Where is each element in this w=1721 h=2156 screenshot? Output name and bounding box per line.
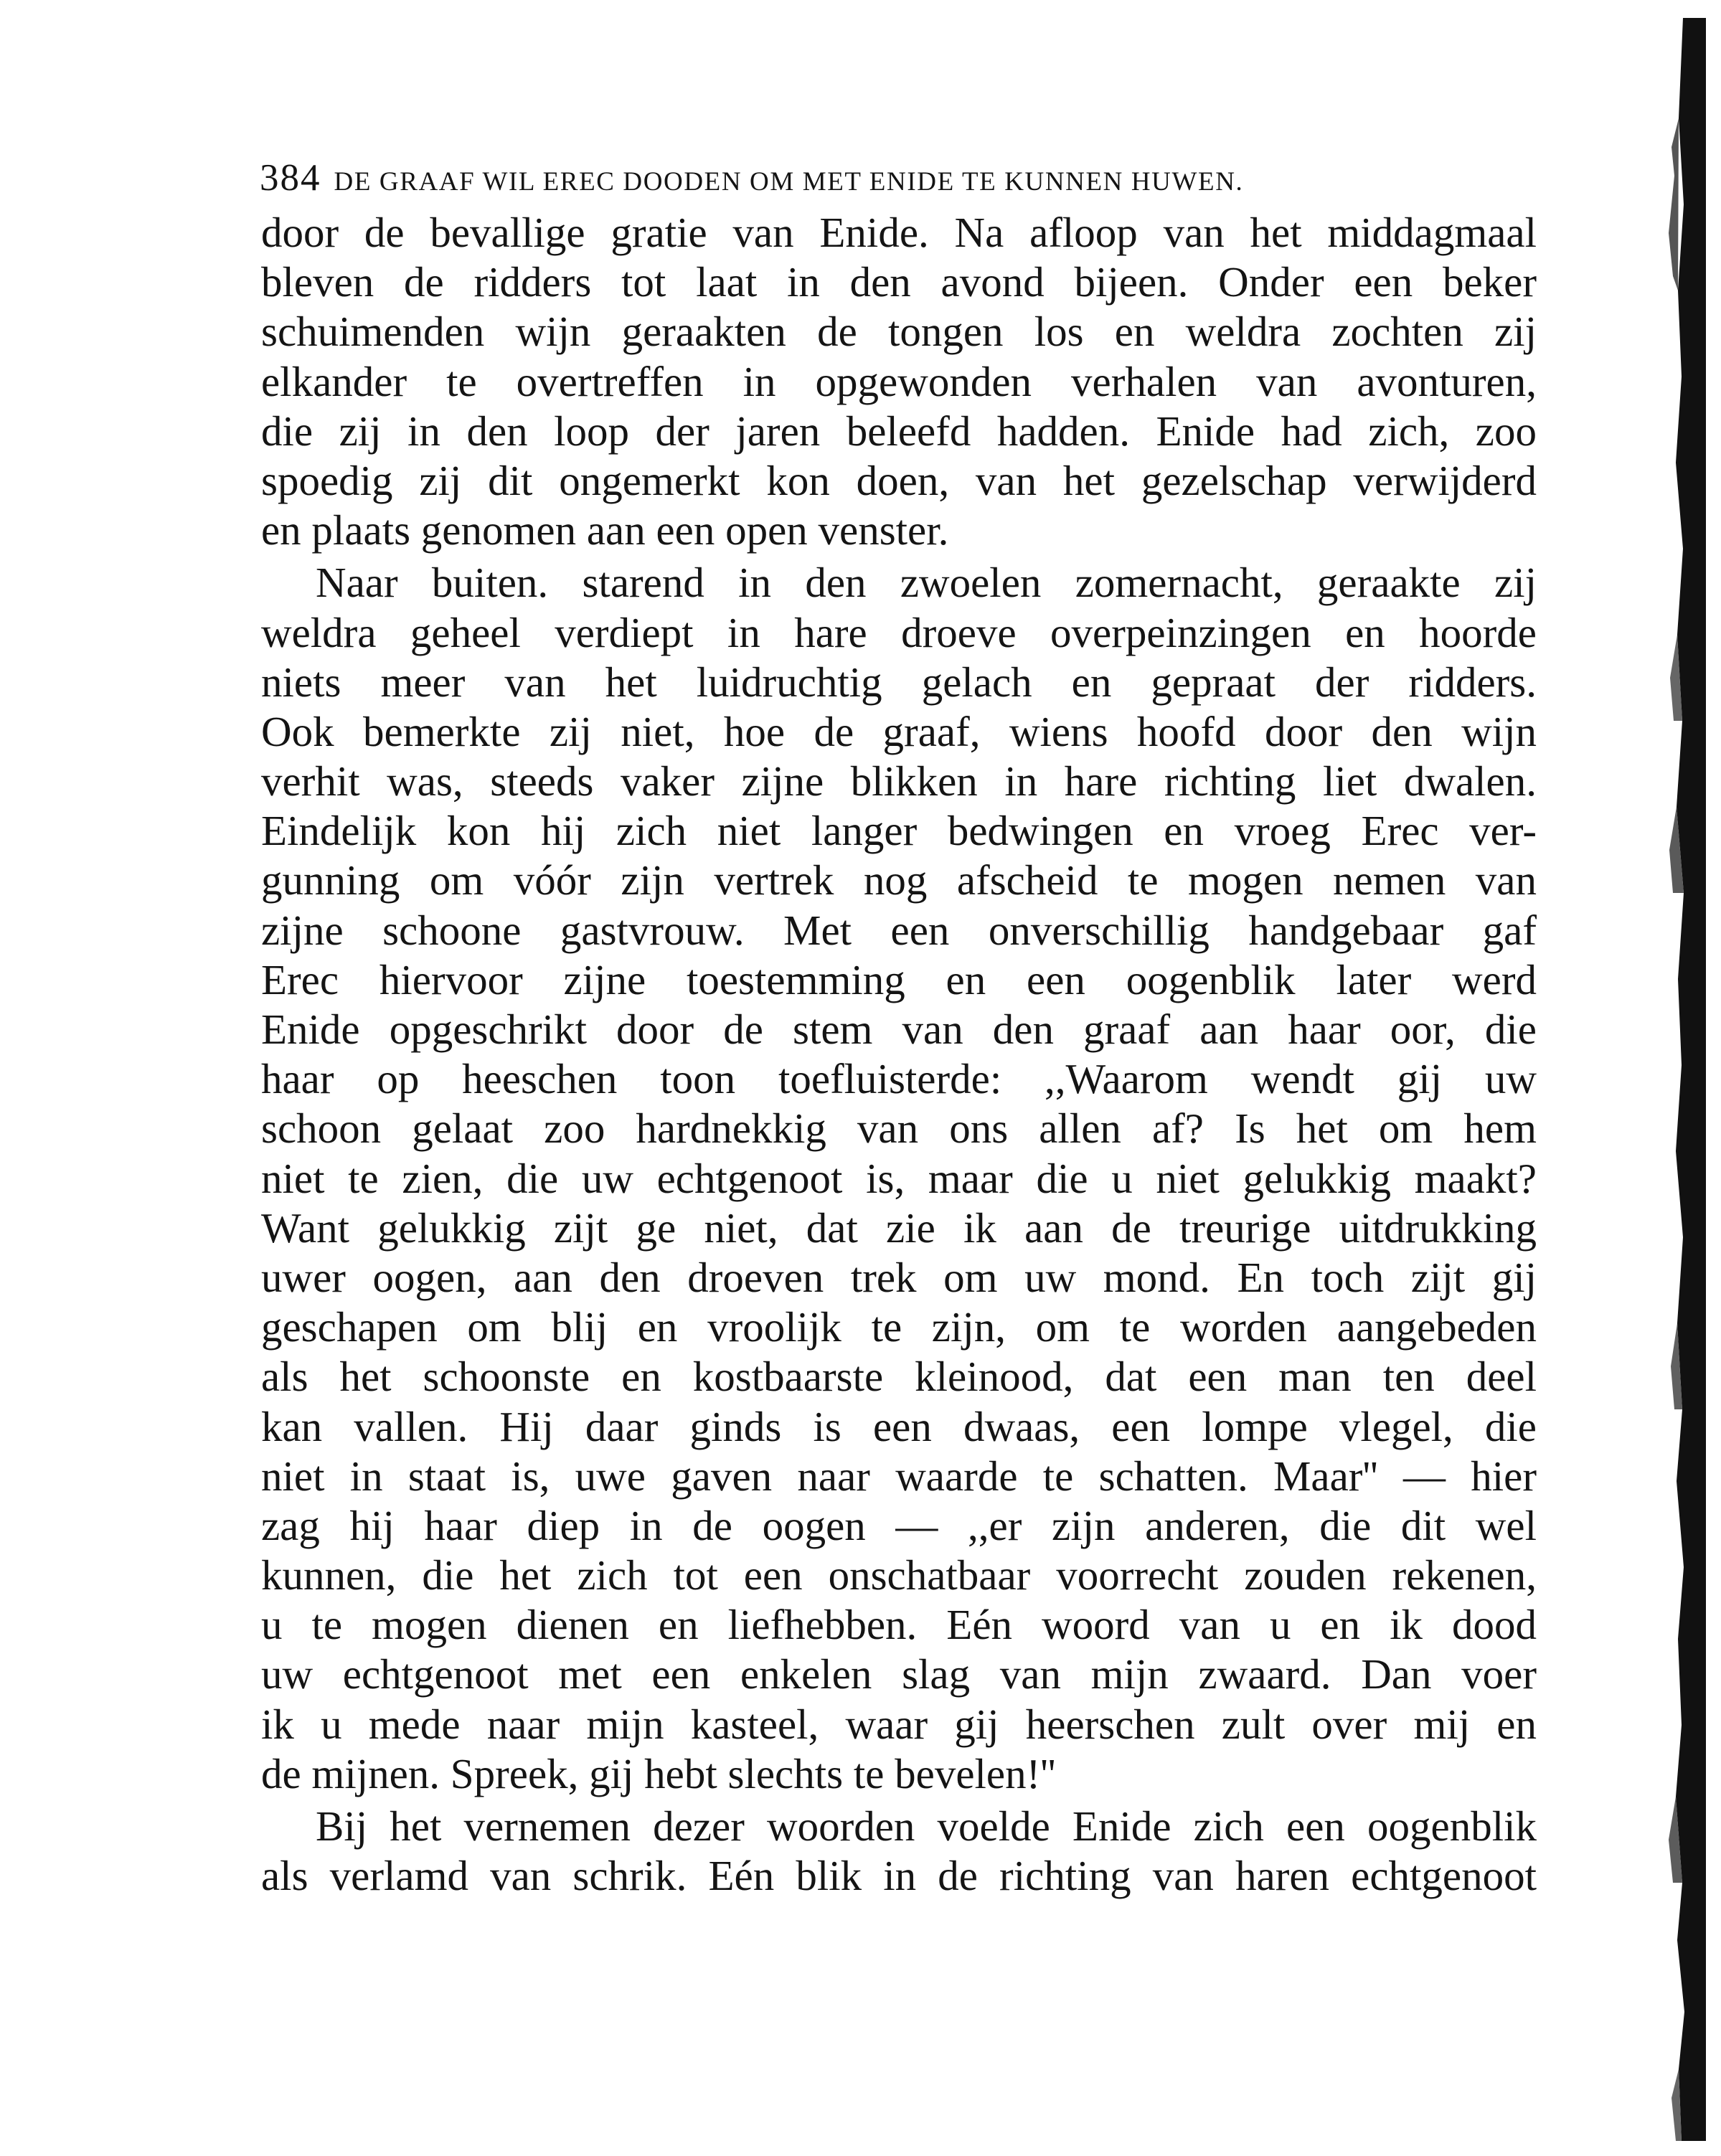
text-line: Enide opgeschrikt door de stem van den graaf aan haar oor, die (261, 1006, 1537, 1053)
text-line: zag hij haar diep in de oogen — ,,er zijn anderen, die dit wel (261, 1501, 1537, 1549)
text-line: als het schoonste en kostbaarste kleinood, dat een man ten deel (261, 1353, 1537, 1401)
text-line: Eindelijk kon hij zich niet langer bedwingen en vroeg Erec ver- (261, 807, 1537, 855)
text-line: Naar buiten. starend in den zwoelen zomernacht, geraakte zij (316, 559, 1537, 607)
text-line: Bij het vernemen dezer woorden voelde Enide zich een oogenblik (316, 1802, 1537, 1850)
running-title: DE GRAAF WIL EREC DOODEN OM MET ENIDE TE KUNNEN HUWEN. (334, 167, 1244, 197)
text-line: kan vallen. Hij daar ginds is een dwaas, een lompe vlegel, die (261, 1402, 1537, 1450)
text-line: de mijnen. Spreek, gij hebt slechts te bevelen!'' (261, 1749, 1056, 1797)
text-line: bleven de ridders tot laat in den avond bijeen. Onder een beker (261, 258, 1537, 306)
text-line: weldra geheel verdiept in hare droeve overpeinzingen en hoorde (261, 608, 1537, 656)
text-line: uw echtgenoot met een enkelen slag van mijn zwaard. Dan voer (261, 1650, 1537, 1698)
text-line: u te mogen dienen en liefhebben. Eén woord van u en ik dood (261, 1601, 1537, 1649)
scanned-page-edge (1663, 18, 1706, 2141)
text-line: kunnen, die het zich tot een onschatbaar voorrecht zouden rekenen, (261, 1551, 1537, 1599)
paragraph-1 (261, 208, 1537, 555)
text-line: door de bevallige gratie van Enide. Na afloop van het middagmaal (261, 209, 1537, 256)
text-line: en plaats genomen aan een open venster. (261, 506, 949, 554)
page-number: 384 (260, 157, 321, 199)
text-line: Want gelukkig zijt ge niet, dat zie ik aan de treurige uitdrukking (261, 1204, 1537, 1252)
text-line: zijne schoone gastvrouw. Met een onverschillig handgebaar gaf (261, 906, 1537, 954)
text-line: haar op heeschen toon toefluisterde: ,,Waarom wendt gij uw (261, 1055, 1537, 1103)
text-line: niet in staat is, uwe gaven naar waarde te schatten. Maar'' — hier (261, 1452, 1537, 1500)
text-line: schuimenden wijn geraakten de tongen los en weldra zochten zij (261, 308, 1537, 356)
text-line: geschapen om blij en vroolijk te zijn, om te worden aangebeden (261, 1303, 1537, 1351)
text-line: verhit was, steeds vaker zijne blikken in hare richting liet dwalen. (261, 757, 1537, 805)
text-line: schoon gelaat zoo hardnekkig van ons allen af? Is het om hem (261, 1105, 1537, 1153)
text-line: elkander te overtreffen in opgewonden verhalen van avonturen, (261, 357, 1537, 405)
paragraph-2 (261, 558, 1537, 1799)
paragraph-3 (261, 1802, 1537, 1901)
text-line: gunning om vóór zijn vertrek nog afscheid te mogen nemen van (261, 856, 1537, 904)
text-line: ik u mede naar mijn kasteel, waar gij heerschen zult over mij en (261, 1700, 1537, 1748)
text-line: Erec hiervoor zijne toestemming en een oogenblik later werd (261, 955, 1537, 1003)
text-line: die zij in den loop der jaren beleefd hadden. Enide had zich, zoo (261, 407, 1537, 455)
text-line: niet te zien, die uw echtgenoot is, maar die u niet gelukkig maakt? (261, 1154, 1537, 1202)
body-text (261, 208, 1537, 1901)
text-line: uwer oogen, aan den droeven trek om uw mond. En toch zijt gij (261, 1253, 1537, 1301)
running-head (260, 156, 1537, 199)
text-line: niets meer van het luidruchtig gelach en gepraat der ridders. (261, 658, 1537, 706)
text-line: spoedig zij dit ongemerkt kon doen, van het gezelschap verwijderd (261, 456, 1537, 504)
text-line: Ook bemerkte zij niet, hoe de graaf, wiens hoofd door den wijn (261, 707, 1537, 755)
text-line: als verlamd van schrik. Eén blik in de richting van haren echtgenoot (261, 1852, 1537, 1900)
